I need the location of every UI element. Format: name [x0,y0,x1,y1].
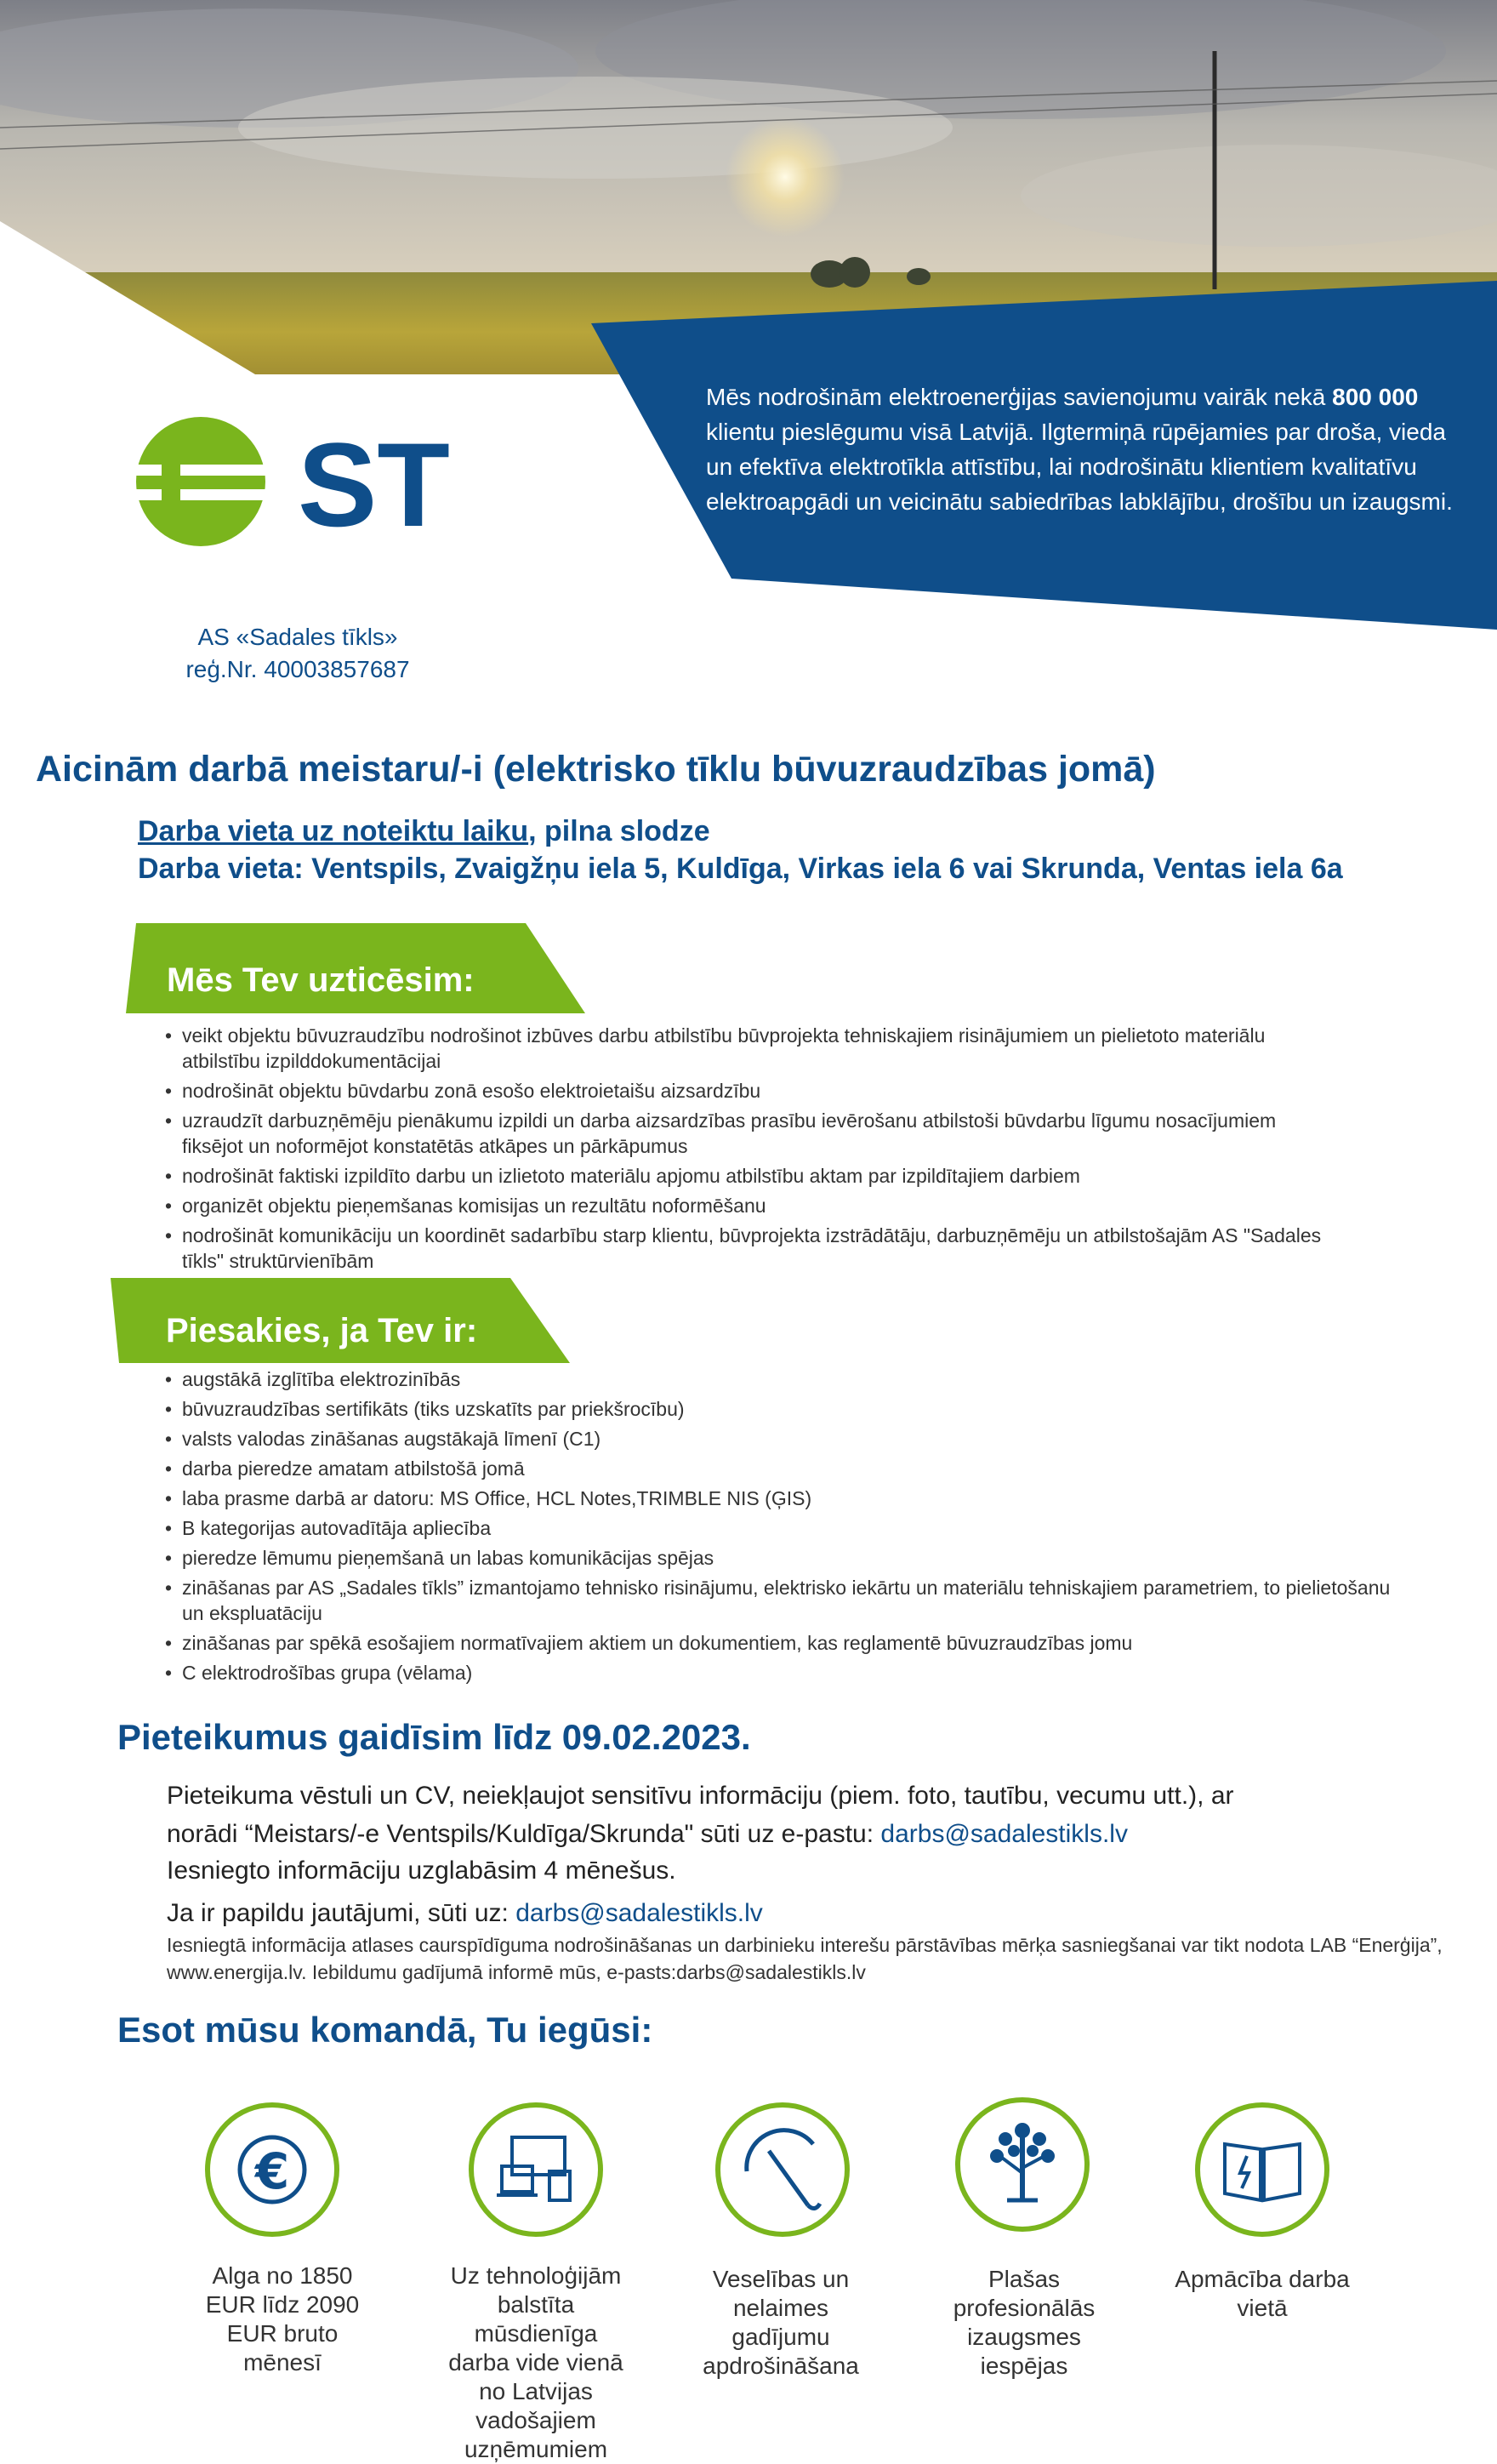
intro-text [706,379,1454,519]
logo-text: ST [298,418,450,551]
benefit-workplace-label: Uz tehnoloģijām balstīta mūsdienīga darba vide vienā no Latvijas vadošajiem uzņēmumiem [448,2262,623,2462]
questions-email-link[interactable]: darbs@sadalestikls.lv [515,1899,763,1927]
requirement-item: • C elektrodrošības grupa (vēlama) [163,1660,1414,1685]
apply-retention: Iesniegto informāciju uzglabāsim 4 mēnešus. [167,1857,676,1885]
benefit-salary-label: Alga no 1850 EUR līdz 2090 EUR bruto mēnesī [205,2262,360,2376]
requirement-item: • valsts valodas zināšanas augstākajā līmenī (C1) [163,1426,1414,1452]
computer-devices-icon [466,2100,606,2239]
requirement-item: • pieredze lēmumu pieņemšanā un labas komunikācijas spējas [163,1545,1414,1571]
duty-item: • nodrošināt objektu būvdarbu zonā esošo elektroietaišu aizsardzību [163,1078,1329,1104]
intro-rest: klientu pieslēgumu visā Latvijā. Ilgtermiņā rūpējamies par droša, vieda un efektīva elektrotīkla attīstību, lai nodrošinātu klientiem kvalitatīvu elektroapgādi un veicinātu sabiedrības labklājību, drošību un izaugsmi. [706,419,1453,515]
application-deadline: Pieteikumus gaidīsim līdz 09.02.2023. [117,1717,751,1757]
apply-email-link[interactable]: darbs@sadalestikls.lv [880,1820,1128,1848]
questions-text: Ja ir papildu jautājumi, sūti uz: [167,1899,516,1927]
intro-line1: Mēs nodrošinām elektroenerģijas savienojumu vairāk nekā [706,384,1333,410]
work-location: Darba vieta: Ventspils, Zvaigžņu iela 5, Kuldīga, Virkas iela 6 vai Skrunda, Ventas iela 6a [138,853,1343,885]
company-reg-number: reģ.Nr. 40003857687 [185,656,410,682]
apply-instruction: norādi “Meistars/-e Ventspils/Kuldīga/Skrunda" sūti uz e-pastu: [167,1820,881,1848]
umbrella-icon [713,2100,852,2239]
job-title: Aicinām darbā meistaru/-i (elektrisko tīklu būvuzraudzības jomā) [36,749,1156,790]
euro-icon [202,2100,342,2239]
duty-item: • organizēt objektu pieņemšanas komisijas un rezultātu noformēšanu [163,1193,1329,1218]
intro-client-count: 800 000 [1332,384,1419,410]
requirement-item: • zināšanas par AS „Sadales tīkls” izmantojamo tehnisko risinājumu, elektrisko iekārtu un materiālu tehniskajiem parametriem, to pielietošanu un ekspluatāciju [163,1575,1414,1626]
benefit-training-label: Apmācība darba vietā [1175,2266,1350,2321]
svg-text:€: € [254,2142,290,2200]
apply-line-1: Pieteikuma vēstuli un CV, neiekļaujot sensitīvu informāciju (piem. foto, tautību, vecumu utt.), ar [167,1782,1234,1810]
requirement-item: • darba pieredze amatam atbilstošā jomā [163,1456,1414,1481]
benefit-growth-label: Plašas profesionālās izaugsmes iespējas [953,2266,1096,2379]
logo-e-icon [136,415,459,551]
duty-item: • nodrošināt komunikāciju un koordinēt sadarbību starp klientu, būvprojekta izstrādātāju, darbuzņēmēju un atbilstošajām AS "Sadales tīkls" struktūrvienībām [163,1223,1329,1274]
duties-list [163,1023,1329,1278]
requirement-item: • būvuzraudzības sertifikāts (tiks uzskatīts par priekšrocību) [163,1396,1414,1422]
growth-tree-icon [953,2095,1092,2234]
benefits-heading: Esot mūsu komandā, Tu iegūsi: [117,2010,653,2050]
requirement-item: • B kategorijas autovadītāja apliecība [163,1515,1414,1541]
employment-type [138,815,710,848]
requirements-heading: Piesakies, ja Tev ir: [166,1312,478,1349]
benefit-insurance-label: Veselības un nelaimes gadījumu apdrošināšana [703,2266,859,2379]
employment-load: , pilna slodze [528,815,710,847]
book-lightning-icon [1192,2100,1332,2239]
company-info [162,621,434,686]
data-sharing-notice: Iesniegtā informācija atlases caurspīdīguma nodrošināšanas un darbinieku interešu pārstāvības mērķa sasniegšanai var tikt nodota LAB “Enerģija”, www.energija.lv. Iebildumu gadījumā informē mūs, e-pasts:darbs@sadalestikls.lv [167,1934,1443,1983]
apply-line-2 [167,1817,1443,1852]
requirement-item: • zināšanas par spēkā esošajiem normatīvajiem aktiem un dokumentiem, kas reglamentē būvuzraudzības jomu [163,1630,1414,1656]
company-name: AS «Sadales tīkls» [197,624,398,650]
duties-heading: Mēs Tev uzticēsim: [167,961,475,999]
duty-item: • nodrošināt faktiski izpildīto darbu un izlietoto materiālu apjomu atbilstību aktam par izpildītajiem darbiem [163,1163,1329,1189]
duty-item: • uzraudzīt darbuzņēmēju pienākumu izpildi un darba aizsardzības prasību ievērošanu atbilstoši būvdarbu līgumu nosacījumiem fiksējot un noformējot konstatētās atkāpes un pārkāpumus [163,1108,1329,1159]
employment-term-link[interactable]: Darba vieta uz noteiktu laiku [138,815,529,847]
company-logo [136,415,459,551]
requirement-item: • augstākā izglītība elektrozinībās [163,1366,1414,1392]
questions-line [167,1896,1392,1931]
requirement-item: • laba prasme darbā ar datoru: MS Office, HCL Notes,TRIMBLE NIS (ĢIS) [163,1486,1414,1511]
requirements-list [163,1366,1414,1690]
duty-item: • veikt objektu būvuzraudzību nodrošinot izbūves darbu atbilstību būvprojekta tehniskajiem risinājumiem un pielietoto materiālu atbilstību izpilddokumentācijai [163,1023,1329,1074]
